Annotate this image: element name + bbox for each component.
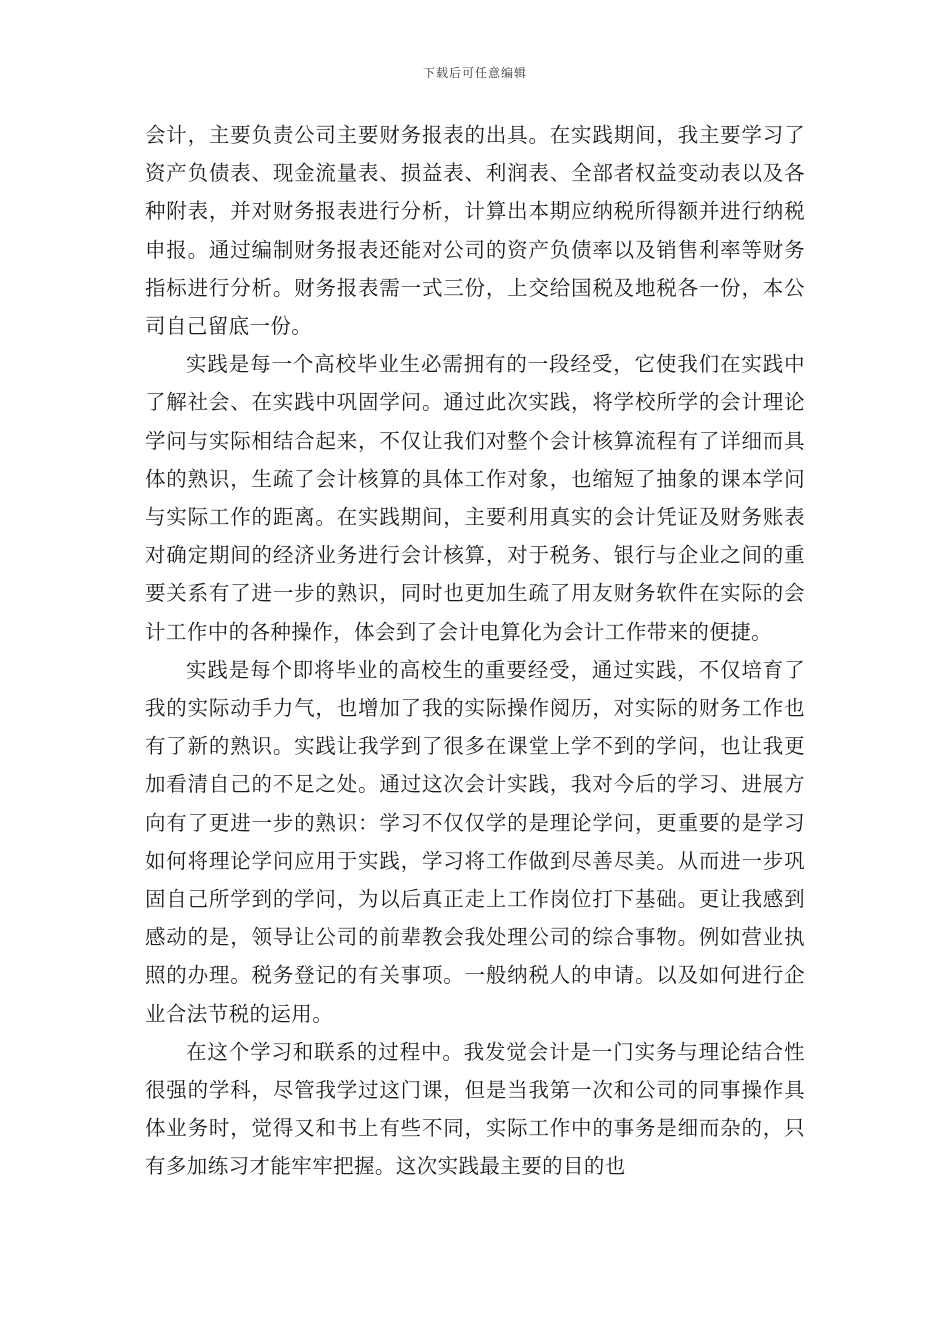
paragraph-1: 会计，主要负责公司主要财务报表的出具。在实践期间，我主要学习了资产负债表、现金流量表、损益表、利润表、全部者权益变动表以及各种附表，并对财务报表进行分析，计算出本期应纳税所得额并进行纳税申报。通过编制财务报表还能对公司的资产负债率以及销售利率等财务指标进行分析。财务报表需一式三份，上交给国税及地税各一份，本公司自己留底一份。: [145, 123, 805, 339]
paragraph-2: 实践是每一个高校毕业生必需拥有的一段经受，它使我们在实践中了解社会、在实践中巩固学问。通过此次实践，将学校所学的会计理论学问与实际相结合起来，不仅让我们对整个会计核算流程有了详细而具体的熟识，生疏了会计核算的具体工作对象，也缩短了抽象的课本学问与实际工作的距离。在实践期间，主要利用真实的会计凭证及财务账表对确定期间的经济业务进行会计核算，对于税务、银行与企业之间的重要关系有了进一步的熟识，同时也更加生疏了用友财务软件在实际的会计工作中的各种操作，体会到了会计电算化为会计工作带来的便捷。: [145, 352, 805, 644]
paragraph-3: 实践是每个即将毕业的高校生的重要经受，通过实践，不仅培育了我的实际动手力气，也增加了我的实际操作阅历，对实际的财务工作也有了新的熟识。实践让我学到了很多在课堂上学不到的学问，也让我更加看清自己的不足之处。通过这次会计实践，我对今后的学习、进展方向有了更进一步的熟识：学习不仅仅学的是理论学问，更重要的是学习如何将理论学问应用于实践，学习将工作做到尽善尽美。从而进一步巩固自己所学到的学问，为以后真正走上工作岗位打下基础。更让我感到感动的是，领导让公司的前辈教会我处理公司的综合事物。例如营业执照的办理。税务登记的有关事项。一般纳税人的申请。以及如何进行企业合法节税的运用。: [145, 657, 805, 1026]
document-body: [145, 116, 805, 1186]
paragraph-4: 在这个学习和联系的过程中。我发觉会计是一门实务与理论结合性很强的学科，尽管我学过这门课，但是当我第一次和公司的同事操作具体业务时，觉得又和书上有些不同，实际工作中的事务是细而杂的，只有多加练习才能牢牢把握。这次实践最主要的目的也: [145, 1039, 805, 1179]
page-header: 下载后可任意编辑: [422, 66, 527, 80]
